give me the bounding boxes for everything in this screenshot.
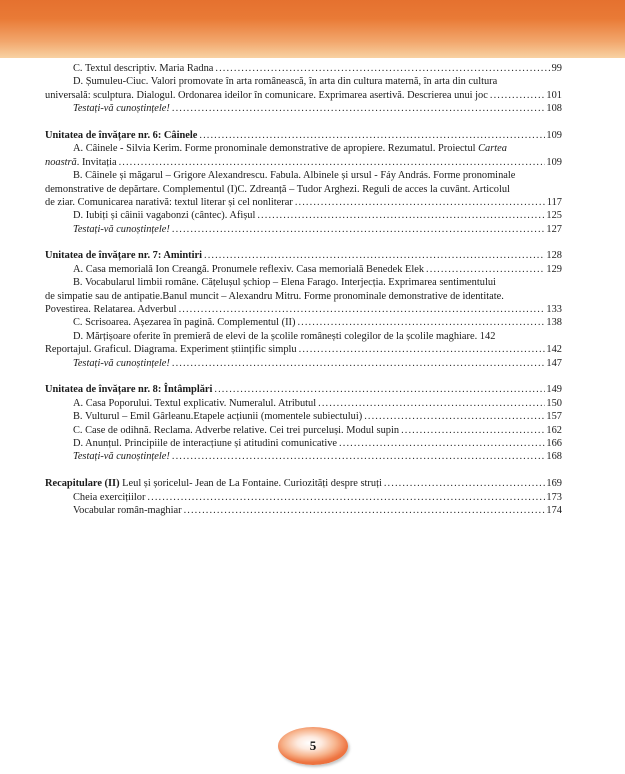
toc-page-number: 125 [546,210,562,222]
dot-leader [257,209,545,222]
toc-page-number: 128 [546,250,562,262]
toc-text: Recapitulare (II) [45,478,120,490]
section-gap [45,116,562,129]
header-gradient-bar [0,0,625,58]
toc-page-number: 157 [546,411,562,423]
toc-line [45,62,562,75]
toc-text: Unitatea de învățare nr. 7: Amintiri [45,250,203,262]
toc-text: A. Câinele - Silvia Kerim. Forme pronominale demonstrative de apropiere. Rezumatul. Proiectul [73,143,479,155]
toc-page-number: 108 [546,103,562,115]
toc-text: Unitatea de învățare nr. 6: Câinele [45,129,198,141]
toc-line [45,343,562,356]
toc-text: de ziar. Comunicarea narativă: textul literar și cel nonliterar [45,196,293,208]
dot-leader [172,102,546,115]
toc-line [45,410,562,423]
table-of-contents [45,62,562,517]
toc-text: Leul și șoricelul- Jean de La Fontaine. Curiozități despre struți [119,478,382,490]
toc-text: D. Anunțul. Principiile de interacțiune și atitudini comunicative [73,437,338,449]
toc-page-number: 129 [546,263,562,275]
toc-line [45,263,562,276]
dot-leader [384,477,546,490]
page-number: 5 [309,738,317,753]
toc-text: Testați-vă cunoștințele! [73,357,170,369]
toc-line [45,357,562,370]
dot-leader [299,343,546,356]
toc-page-number: 99 [551,63,562,74]
toc-line [45,196,562,209]
toc-line [45,156,562,169]
toc-text: C. Scrisoarea. Așezarea în pagină. Complementul (II) [73,317,296,329]
section-gap [45,236,562,249]
toc-text: demonstrative de depărtare. Complementul (I)C. Zdreanță – Tudor Arghezi. Reguli de acces la cuvânt. Articolul [45,183,510,195]
toc-text: universală: sculptura. Dialogul. Ordonarea ideilor în comunicare. Exprimarea asertivă. Descrierea unui joc [45,89,488,101]
toc-text: B. Vocabularul limbii române. Cățelușul șchiop – Elena Farago. Interjecția. Exprimarea sentimentului [73,277,496,289]
section-gap [45,464,562,477]
dot-leader [214,383,545,396]
toc-page-number: 150 [546,397,562,409]
toc-text: Reportajul. Graficul. Diagrama. Experiment științific simplu [45,344,297,356]
toc-line [45,183,562,196]
toc-text: B. Câinele și măgarul – Grigore Alexandrescu. Fabula. Albinele și ursul - Fáy András. Forme pronominale [73,170,516,182]
toc-line [45,142,562,155]
toc-line [45,437,562,450]
toc-text: Cheia exercițiilor [73,491,146,503]
toc-line [45,504,562,517]
toc-line [45,330,562,343]
toc-text: Testați-vă cunoștințele! [73,223,170,235]
dot-leader [297,316,545,329]
toc-page-number: 166 [546,437,562,449]
toc-line [45,450,562,463]
toc-text: . Invitația [76,156,117,168]
toc-line [45,276,562,289]
toc-line [45,223,562,236]
toc-page-number: 174 [546,504,562,516]
toc-page-number: 162 [546,424,562,436]
toc-page-number: 127 [546,223,562,235]
toc-text: Povestirea. Relatarea. Adverbul [45,304,177,316]
toc-text: D. Șumuleu-Ciuc. Valori promovate în arta românească, în arta din cultura maternă, în arta din cultura [73,76,498,88]
page-number-badge [278,727,348,765]
toc-page-number: 109 [546,129,562,141]
toc-text: Testați-vă cunoștințele! [73,451,170,463]
toc-text: Testați-vă cunoștințele! [73,103,170,115]
dot-leader [147,491,545,504]
toc-line [45,209,562,222]
toc-line [45,169,562,182]
dot-leader [295,196,546,209]
toc-text: B. Vulturul – Emil Gârleanu.Etapele acțiunii (momentele subiectului) [73,411,363,423]
dot-leader [426,263,545,276]
toc-page-number: 101 [546,89,562,101]
dot-leader [401,424,545,437]
toc-text: de simpatie sau de antipatie.Banul muncit – Alexandru Mitru. Forme pronominale demonstrative de identitate. [45,290,504,302]
toc-page-number: 147 [546,357,562,369]
toc-text: A. Casa Poporului. Textul explicativ. Numeralul. Atributul [73,397,317,409]
dot-leader [179,303,546,316]
toc-line [45,477,562,490]
toc-line [45,424,562,437]
toc-line [45,290,562,303]
toc-text: noastră [45,156,77,168]
dot-leader [204,249,545,262]
toc-text: Unitatea de învățare nr. 8: Întâmplări [45,384,213,396]
dot-leader [215,62,550,75]
toc-line [45,316,562,329]
toc-line [45,491,562,504]
toc-page-number: 173 [546,491,562,503]
toc-page-number: 168 [546,451,562,463]
dot-leader [172,223,546,236]
dot-leader [172,450,546,463]
toc-text: Vocabular român-maghiar [73,504,182,516]
toc-text: D. Iubiți și câinii vagabonzi (cântec). Afișul [73,210,256,222]
toc-text: A. Casa memorială Ion Creangă. Pronumele reflexiv. Casa memorială Benedek Elek [73,263,425,275]
dot-leader [339,437,545,450]
toc-page-number: 133 [546,304,562,316]
dot-leader [172,357,546,370]
toc-line [45,383,562,396]
toc-page-number: 117 [546,196,562,208]
toc-line [45,102,562,115]
toc-page-number: 138 [546,317,562,329]
toc-page-number: 149 [546,384,562,396]
toc-page-number: 109 [546,156,562,168]
toc-line [45,249,562,262]
toc-text: D. Mărțișoare oferite în premieră de elevi de la școlile românești colegilor de la școlile maghiare. 142 [73,330,496,342]
toc-page-number: 169 [546,478,562,490]
toc-line [45,129,562,142]
toc-text: Cartea [478,143,507,155]
toc-line [45,89,562,102]
toc-line [45,303,562,316]
toc-line [45,397,562,410]
dot-leader [199,129,545,142]
dot-leader [184,504,546,517]
dot-leader [490,89,546,102]
toc-page-number: 142 [546,344,562,356]
dot-leader [364,410,545,423]
section-gap [45,370,562,383]
toc-line [45,75,562,88]
dot-leader [318,397,545,410]
toc-text: C. Textul descriptiv. Maria Radna [73,63,214,74]
toc-text: C. Case de odihnă. Reclama. Adverbe relative. Cei trei purceluși. Modul supin [73,424,400,436]
dot-leader [119,156,546,169]
